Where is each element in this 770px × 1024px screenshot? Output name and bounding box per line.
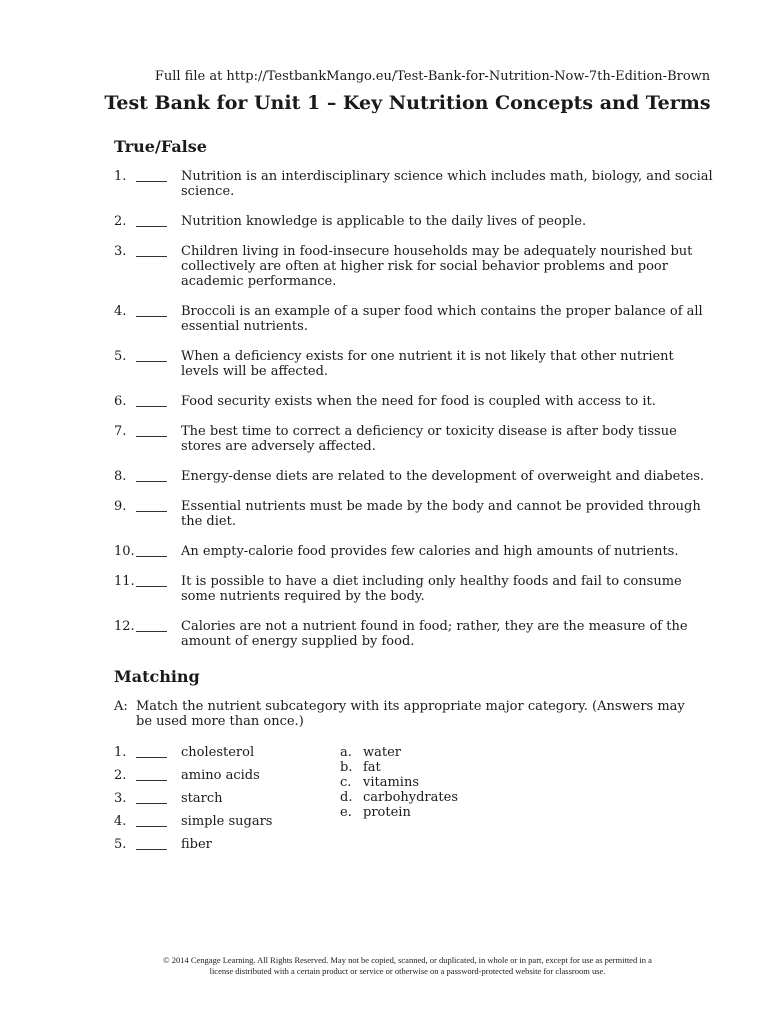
item-text: fiber: [181, 837, 212, 852]
item-number: 12.: [114, 619, 135, 634]
answer-blank[interactable]: [136, 214, 167, 227]
matching-heading: Matching: [114, 667, 200, 686]
item-number: 8.: [114, 469, 127, 484]
answer-blank[interactable]: [136, 544, 167, 557]
list-item: [114, 469, 714, 484]
copyright-footer: [0, 955, 770, 977]
category-text: vitamins: [363, 775, 420, 790]
category-item: [340, 790, 458, 805]
question-text: Children living in food-insecure households may be adequately nourished but collectively are often at higher risk for social behavior problems and poor academic performance.: [181, 244, 693, 289]
truefalse-list: [114, 169, 714, 664]
instruction-text: Match the nutrient subcategory with its appropriate major category. (Answers may be used more than once.): [136, 699, 685, 729]
list-item: [114, 214, 714, 229]
question-text: Essential nutrients must be made by the body and cannot be provided through the diet.: [181, 499, 701, 529]
list-item: [114, 499, 714, 529]
list-item: [114, 837, 272, 860]
answer-blank[interactable]: [136, 469, 167, 482]
list-item: [114, 544, 714, 559]
answer-blank[interactable]: [136, 424, 167, 437]
category-item: [340, 775, 458, 790]
instruction-label: A:: [114, 699, 128, 714]
list-item: [114, 349, 714, 379]
list-item: [114, 394, 714, 409]
question-text: It is possible to have a diet including only healthy foods and fail to consume some nutrients required by the body.: [181, 574, 682, 604]
answer-blank[interactable]: [136, 837, 167, 850]
answer-blank[interactable]: [136, 499, 167, 512]
item-text: amino acids: [181, 768, 260, 783]
category-list: [340, 745, 458, 820]
list-item: [114, 424, 714, 454]
answer-blank[interactable]: [136, 791, 167, 804]
question-text: Food security exists when the need for food is coupled with access to it.: [181, 394, 656, 409]
item-number: 2.: [114, 768, 127, 783]
item-number: 9.: [114, 499, 127, 514]
item-number: 4.: [114, 304, 127, 319]
answer-blank[interactable]: [136, 745, 167, 758]
category-letter: c.: [340, 775, 352, 790]
question-text: Nutrition knowledge is applicable to the daily lives of people.: [181, 214, 587, 229]
question-text: Energy-dense diets are related to the development of overweight and diabetes.: [181, 469, 705, 484]
list-item: [114, 574, 714, 604]
answer-blank[interactable]: [136, 394, 167, 407]
category-text: fat: [363, 760, 381, 775]
answer-blank[interactable]: [136, 768, 167, 781]
category-item: [340, 760, 458, 775]
item-text: cholesterol: [181, 745, 255, 760]
category-letter: e.: [340, 805, 352, 820]
item-number: 1.: [114, 745, 127, 760]
question-text: Broccoli is an example of a super food which contains the proper balance of all essential nutrients.: [181, 304, 703, 334]
list-item: [114, 814, 272, 837]
category-item: [340, 805, 458, 820]
question-text: An empty-calorie food provides few calories and high amounts of nutrients.: [181, 544, 679, 559]
category-text: protein: [363, 805, 411, 820]
truefalse-heading: True/False: [114, 137, 207, 156]
item-number: 4.: [114, 814, 127, 829]
question-text: The best time to correct a deficiency or toxicity disease is after body tissue stores are adversely affected.: [181, 424, 677, 454]
item-number: 10.: [114, 544, 135, 559]
matching-list: [114, 745, 272, 860]
item-number: 3.: [114, 244, 127, 259]
item-number: 3.: [114, 791, 127, 806]
category-item: [340, 745, 458, 760]
list-item: [114, 304, 714, 334]
footer-line-1: © 2014 Cengage Learning. All Rights Reserved. May not be copied, scanned, or duplicated, in whole or in part, except for use as permitted in a: [163, 955, 652, 965]
list-item: [114, 244, 714, 289]
category-text: water: [363, 745, 402, 760]
list-item: [114, 768, 272, 791]
answer-blank[interactable]: [136, 244, 167, 257]
question-text: Nutrition is an interdisciplinary science which includes math, biology, and social science.: [181, 169, 713, 199]
item-number: 2.: [114, 214, 127, 229]
page-title: Test Bank for Unit 1 – Key Nutrition Concepts and Terms: [104, 92, 711, 114]
list-item: [114, 745, 272, 768]
category-letter: d.: [340, 790, 353, 805]
answer-blank[interactable]: [136, 619, 167, 632]
answer-blank[interactable]: [136, 304, 167, 317]
item-number: 7.: [114, 424, 127, 439]
item-text: simple sugars: [181, 814, 273, 829]
source-note: Full file at http://TestbankMango.eu/Test-Bank-for-Nutrition-Now-7th-Edition-Brown: [154, 69, 711, 84]
item-number: 1.: [114, 169, 127, 184]
question-text: When a deficiency exists for one nutrient it is not likely that other nutrient levels will be affected.: [181, 349, 674, 379]
answer-blank[interactable]: [136, 574, 167, 587]
answer-blank[interactable]: [136, 814, 167, 827]
answer-blank[interactable]: [136, 349, 167, 362]
question-text: Calories are not a nutrient found in food; rather, they are the measure of the amount of energy supplied by food.: [181, 619, 688, 649]
footer-line-2: license distributed with a certain product or service or otherwise on a password-protected website for classroom use.: [209, 966, 606, 976]
item-number: 5.: [114, 837, 127, 852]
list-item: [114, 169, 714, 199]
item-number: 5.: [114, 349, 127, 364]
item-number: 11.: [114, 574, 135, 589]
list-item: [114, 619, 714, 649]
category-letter: b.: [340, 760, 353, 775]
matching-instruction: [114, 699, 694, 729]
item-text: starch: [181, 791, 223, 806]
category-text: carbohydrates: [363, 790, 458, 805]
category-letter: a.: [340, 745, 352, 760]
list-item: [114, 791, 272, 814]
answer-blank[interactable]: [136, 169, 167, 182]
item-number: 6.: [114, 394, 127, 409]
